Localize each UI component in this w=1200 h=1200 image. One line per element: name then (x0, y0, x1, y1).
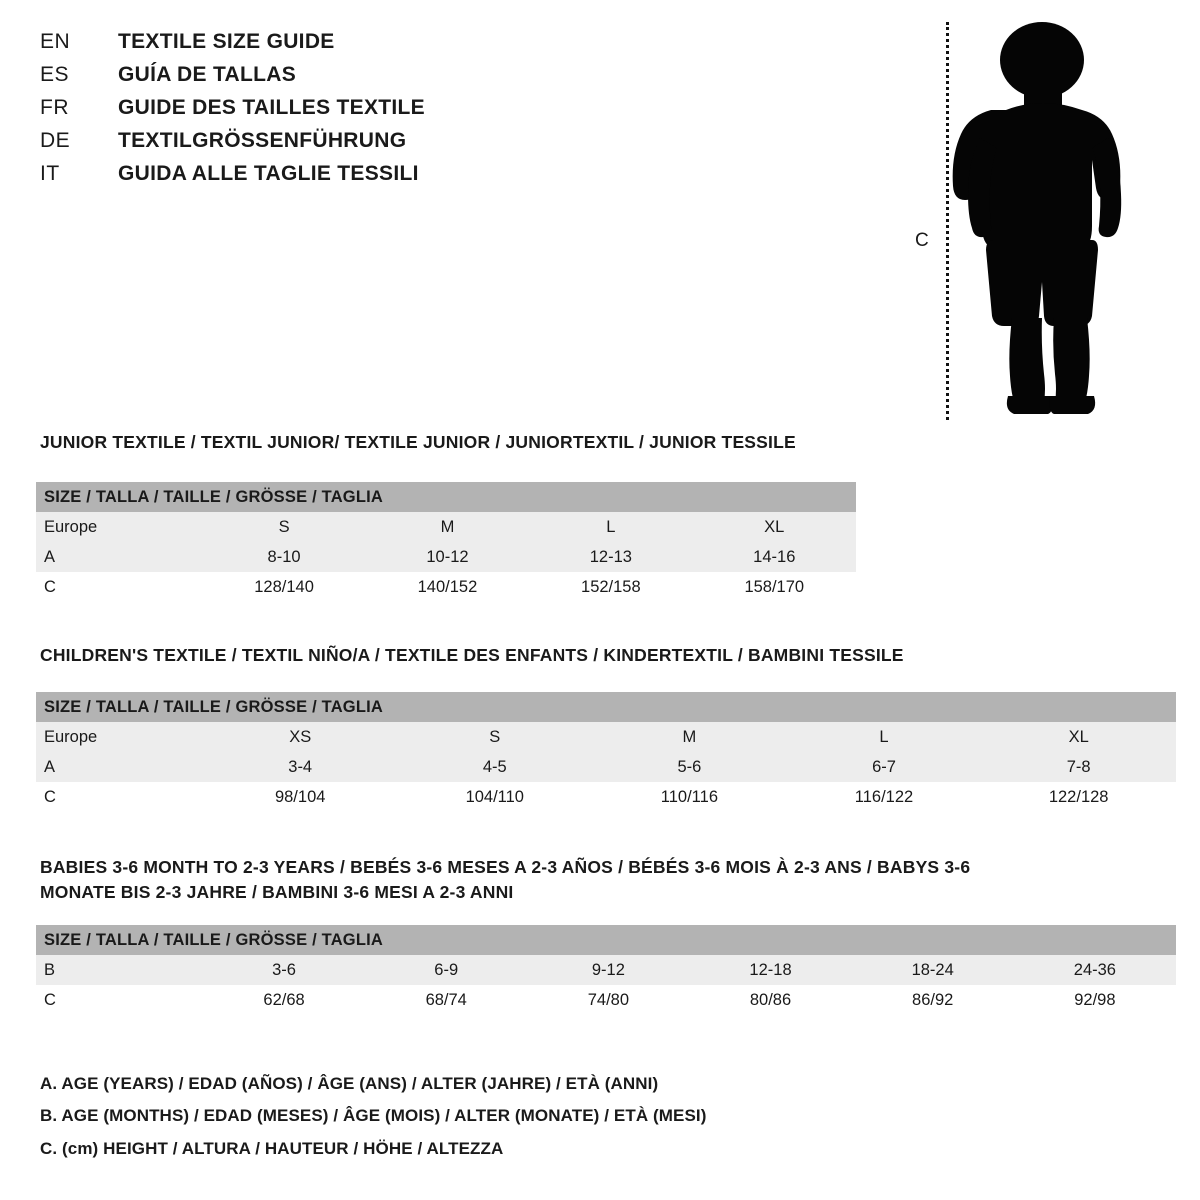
row-label: A (44, 547, 56, 566)
table-band-row (36, 482, 856, 512)
babies-size-table (36, 925, 1176, 1015)
language-code: IT (40, 162, 60, 185)
table-cell: 3-6 (272, 960, 296, 979)
column-header: M (682, 727, 697, 746)
table-cell: 122/128 (1048, 787, 1109, 806)
table-cell: 3-4 (288, 757, 313, 776)
table-cell: 140/152 (417, 577, 478, 596)
language-row (40, 96, 600, 129)
height-figure (900, 10, 1180, 420)
section-title-babies: BABIES 3-6 MONTH TO 2-3 YEARS / BEBÉS 3-6 MESES A 2-3 AÑOS / BÉBÉS 3-6 MOIS À 2-3 ANS / BABYS 3-6 MONATE BIS 2-3 JAHRE / BAMBINI 3-6 MESI A 2-3 ANNI (40, 857, 971, 903)
table-cell: 6-9 (434, 960, 459, 979)
table-cell: 80/86 (749, 990, 792, 1009)
header-region-label: Europe (44, 727, 98, 746)
column-header: L (879, 727, 889, 746)
child-silhouette-icon (948, 18, 1148, 418)
table-cell: 10-12 (426, 547, 469, 566)
language-title-block (40, 30, 600, 195)
column-header: XL (764, 517, 785, 536)
table-cell: 158/170 (744, 577, 805, 596)
language-code: FR (40, 96, 69, 119)
table-cell: 24-36 (1073, 960, 1116, 979)
table-row (36, 752, 1176, 782)
language-row (40, 30, 600, 63)
language-row (40, 129, 600, 162)
table-cell: 98/104 (274, 787, 326, 806)
column-header: S (278, 517, 290, 536)
table-cell: 12-18 (749, 960, 792, 979)
table-band-row (36, 692, 1176, 722)
size-band-label: SIZE / TALLA / TAILLE / GRÖSSE / TAGLIA (36, 692, 1176, 722)
language-title: TEXTILE SIZE GUIDE (118, 30, 335, 53)
table-cell: 5-6 (677, 757, 702, 776)
table-cell: 8-10 (267, 547, 301, 566)
legend-block (40, 1068, 1040, 1165)
language-row (40, 162, 600, 195)
row-label: C (44, 990, 56, 1009)
table-row (36, 572, 856, 602)
size-band-label: SIZE / TALLA / TAILLE / GRÖSSE / TAGLIA (36, 482, 856, 512)
table-cell: 86/92 (912, 990, 954, 1009)
language-title: GUÍA DE TALLAS (118, 63, 297, 86)
table-cell: 62/68 (263, 990, 305, 1009)
table-cell: 68/74 (425, 990, 467, 1009)
table-band-row (36, 925, 1176, 955)
language-code: EN (40, 30, 71, 53)
children-size-table (36, 692, 1176, 812)
section-title-junior: JUNIOR TEXTILE / TEXTIL JUNIOR/ TEXTILE JUNIOR / JUNIORTEXTIL / JUNIOR TESSILE (40, 432, 796, 452)
column-header: XL (1068, 727, 1089, 746)
row-label: A (44, 757, 56, 776)
height-measure-label: C (915, 230, 929, 251)
header-region-label: Europe (44, 517, 98, 536)
table-cell: 128/140 (254, 577, 314, 596)
table-cell: 92/98 (1074, 990, 1116, 1009)
table-cell: 9-12 (591, 960, 625, 979)
table-cell: 110/116 (660, 787, 718, 806)
table-cell: 116/122 (854, 787, 914, 806)
table-cell: 104/110 (465, 787, 524, 806)
table-cell: 7-8 (1066, 757, 1091, 776)
table-header-row (36, 722, 1176, 752)
table-cell: 4-5 (482, 757, 507, 776)
size-band-label: SIZE / TALLA / TAILLE / GRÖSSE / TAGLIA (36, 925, 1176, 955)
table-cell: 14-16 (753, 547, 796, 566)
table-row (36, 542, 856, 572)
table-cell: 152/158 (581, 577, 641, 596)
table-cell: 6-7 (872, 757, 896, 776)
junior-size-table (36, 482, 856, 602)
language-row (40, 63, 600, 96)
language-title: TEXTILGRÖSSENFÜHRUNG (118, 129, 407, 152)
table-cell: 74/80 (587, 990, 630, 1009)
row-label: C (44, 787, 56, 806)
table-row (36, 985, 1176, 1015)
column-header: M (440, 517, 455, 536)
column-header: XS (289, 727, 312, 746)
table-row (36, 955, 1176, 985)
legend-line-age-months: B. AGE (MONTHS) / EDAD (MESES) / ÂGE (MOIS) / ALTER (MONATE) / ETÀ (MESI) (40, 1106, 707, 1126)
column-header: L (606, 517, 616, 536)
table-header-row (36, 512, 856, 542)
language-title: GUIDA ALLE TAGLIE TESSILI (118, 162, 419, 185)
table-cell: 12-13 (589, 547, 632, 566)
legend-line-height: C. (cm) HEIGHT / ALTURA / HAUTEUR / HÖHE / ALTEZZA (40, 1138, 504, 1158)
table-cell: 18-24 (911, 960, 954, 979)
language-title: GUIDE DES TAILLES TEXTILE (118, 96, 425, 119)
row-label: C (44, 577, 56, 596)
language-code: DE (40, 129, 71, 152)
row-label: B (44, 960, 56, 979)
column-header: S (489, 727, 501, 746)
language-code: ES (40, 63, 70, 86)
table-row (36, 782, 1176, 812)
legend-line-age-years: A. AGE (YEARS) / EDAD (AÑOS) / ÂGE (ANS) / ALTER (JAHRE) / ETÀ (ANNI) (40, 1074, 659, 1093)
section-title-children: CHILDREN'S TEXTILE / TEXTIL NIÑO/A / TEXTILE DES ENFANTS / KINDERTEXTIL / BAMBINI TESSILE (40, 645, 904, 665)
